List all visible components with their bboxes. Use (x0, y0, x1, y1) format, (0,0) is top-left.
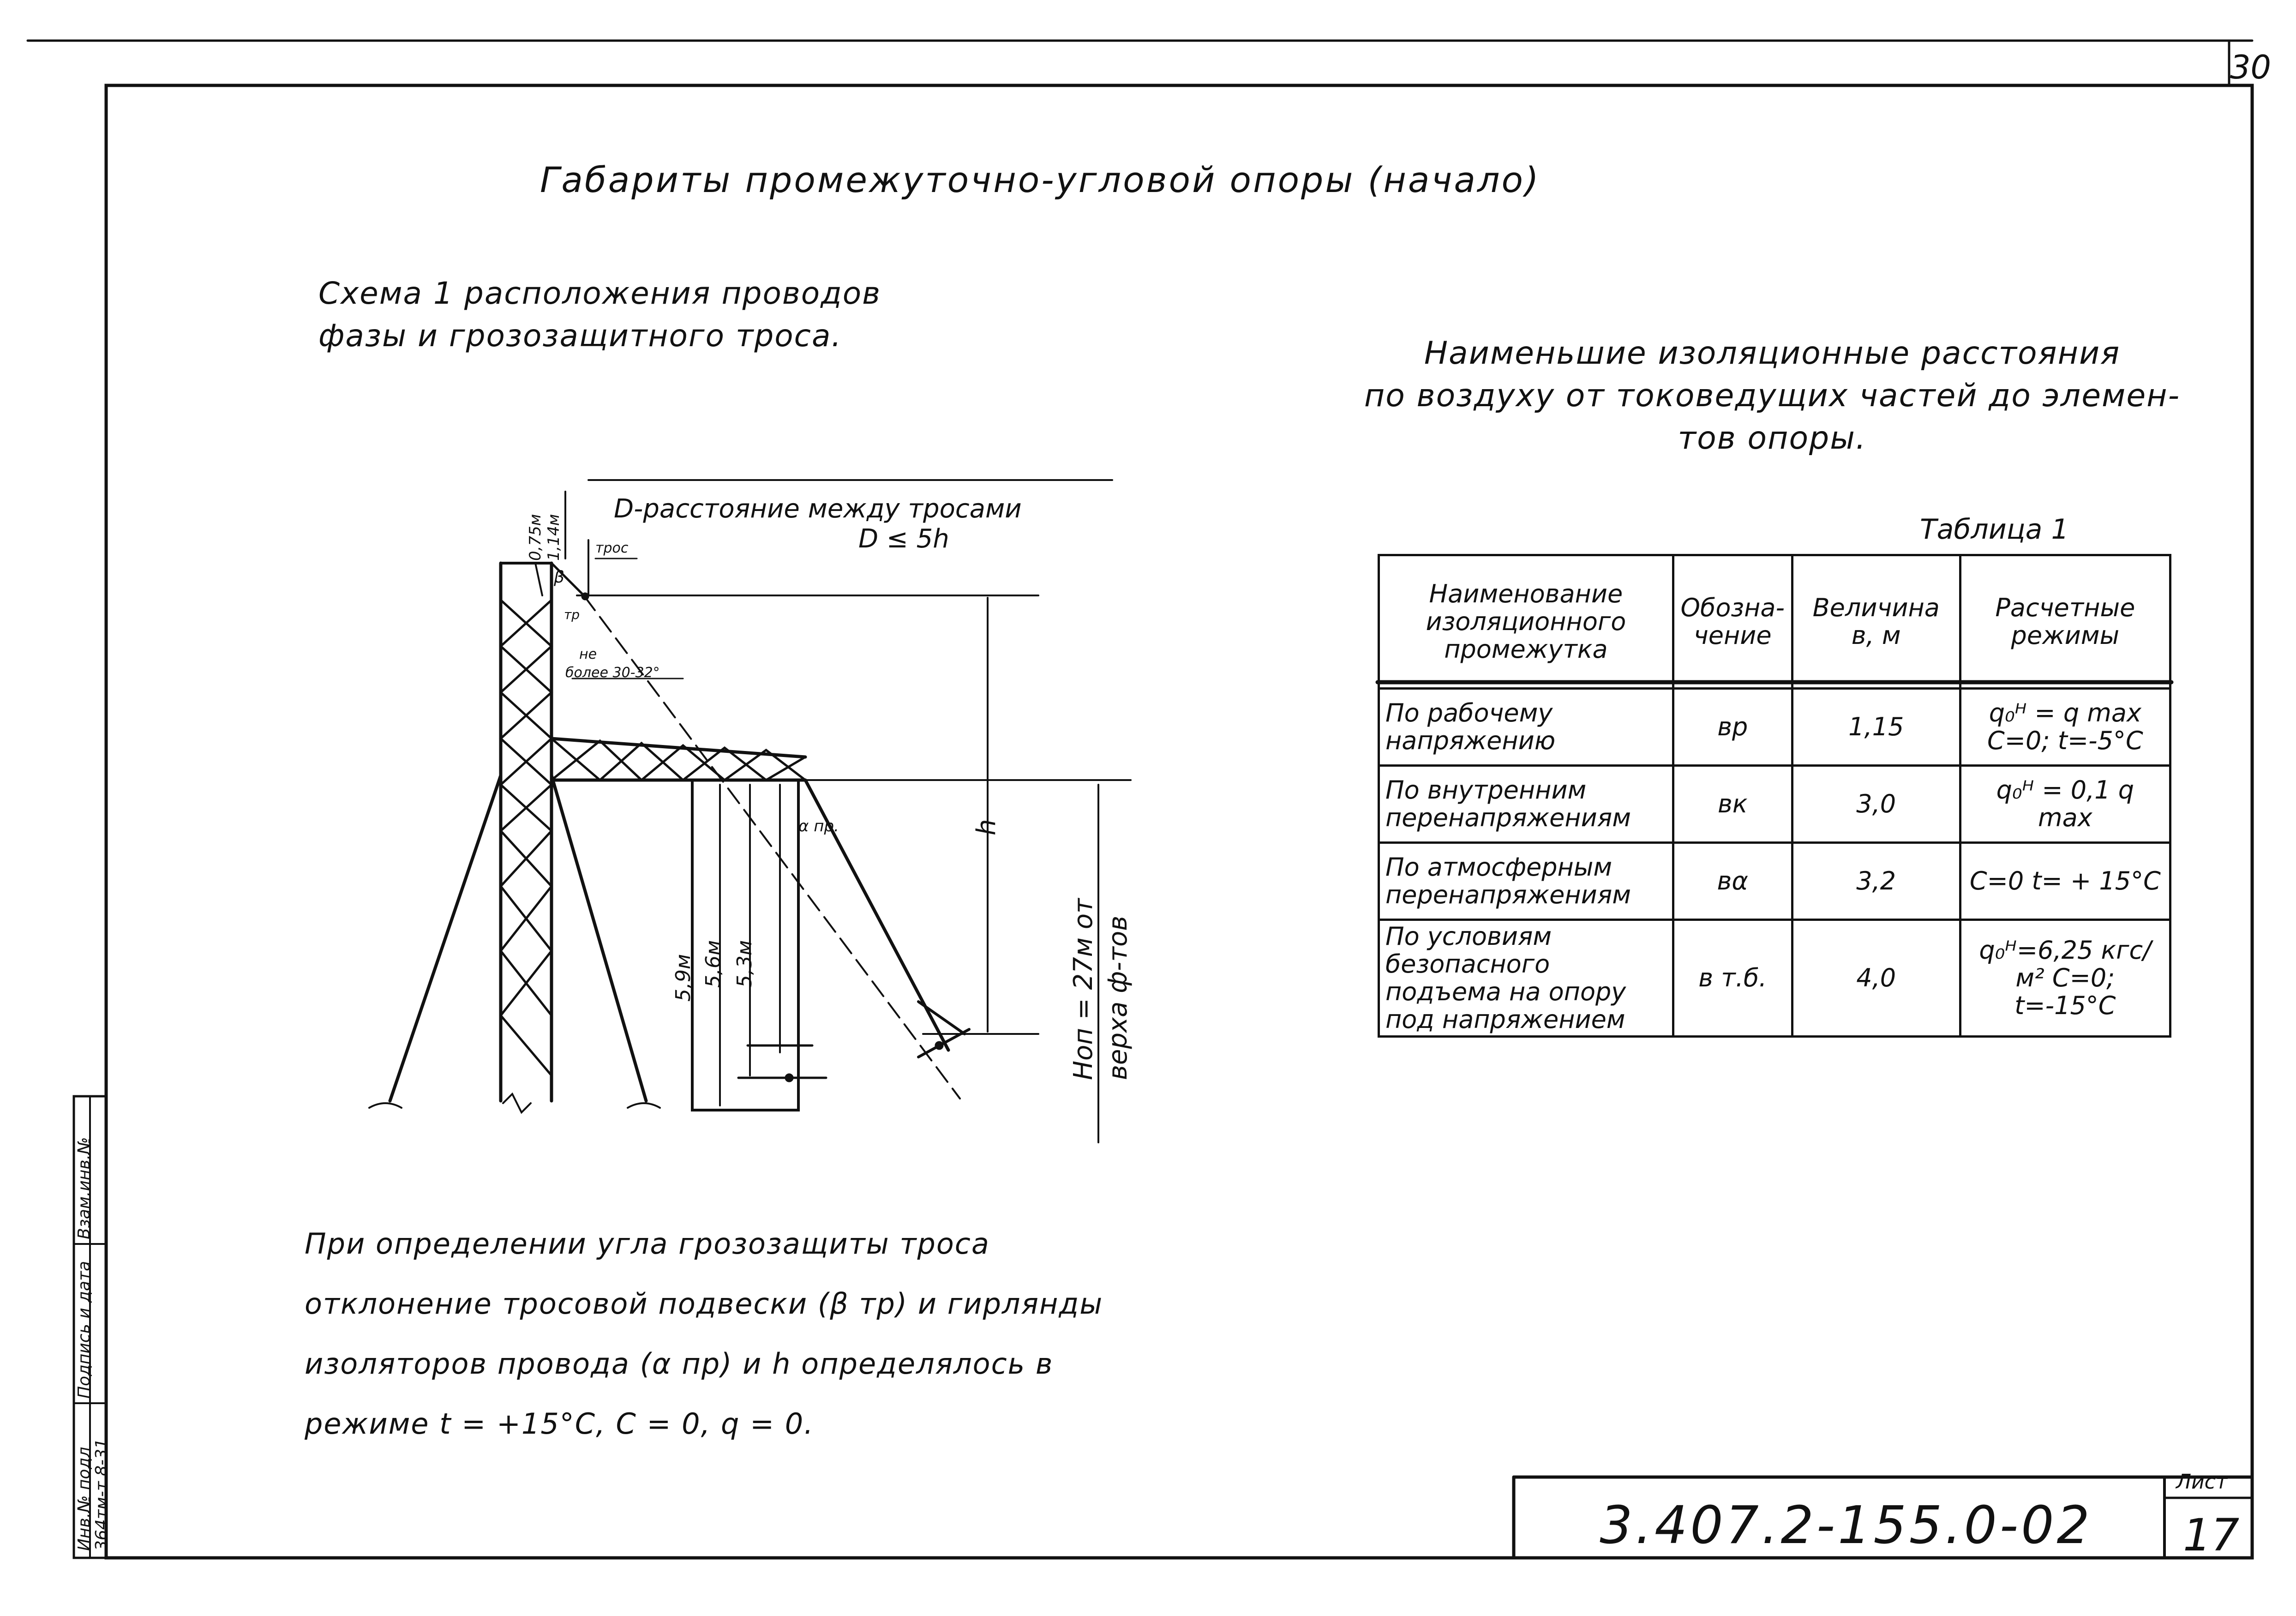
tros-label: трос (595, 540, 629, 556)
beta-label: β (554, 568, 564, 587)
note-line4: режиме t = +15°C, C = 0, q = 0. (305, 1407, 814, 1441)
stamp-signature-label: Подпись и дата (75, 1261, 94, 1399)
stamp-replace-label: Взам.инв.№ (75, 1137, 94, 1239)
not-more-label-2: более 30-32° (565, 665, 660, 681)
d-distance-label: D-расстояние между тросами (614, 494, 1022, 524)
row-symbol: вα (1673, 843, 1792, 920)
header-value: Величина в, м (1792, 555, 1960, 689)
insulation-distance-table (1378, 554, 2171, 1038)
table-header-row (1379, 555, 2170, 689)
table-heading-line3: тов опоры. (1678, 420, 1867, 457)
note-line2: отклонение тросовой подвески (β тр) и гирлянды (305, 1287, 1103, 1321)
page-corner-number: 30 (2230, 48, 2272, 86)
note-block (305, 1214, 1228, 1454)
sheet-label: Лист (2176, 1470, 2228, 1494)
row-value: 1,15 (1792, 689, 1960, 766)
stamp-inv-label: Инв.№ подл (75, 1447, 94, 1551)
stamp-inv-value: 364тм-т 8-31 (92, 1438, 111, 1551)
alpha-label: α пр. (798, 817, 839, 835)
row-value: 3,0 (1792, 766, 1960, 843)
header-mode: Расчетные режимы (1960, 555, 2170, 689)
row-symbol: вр (1673, 689, 1792, 766)
not-more-label-1: не (579, 646, 597, 662)
row-name: По атмосферным перенапряжениям (1379, 843, 1673, 920)
dim-114-label: 1,14м (545, 514, 563, 561)
schema-caption (318, 272, 881, 357)
note-line3: изоляторов провода (α пр) и h определялось в (305, 1347, 1054, 1381)
table-heading-line2: по воздуху от токоведущих частей до элемен- (1364, 378, 2181, 414)
note-line1: При определении угла грозозащиты троса (305, 1227, 990, 1261)
header-name: Наименование изоляционного промежутка (1379, 555, 1673, 689)
tr-label: тр (564, 607, 580, 622)
row-name: По внутренним перенапряжениям (1379, 766, 1673, 843)
row-value: 4,0 (1792, 920, 1960, 1037)
table-row (1379, 920, 2170, 1037)
table-heading-line1: Наименьшие изоляционные расстояния (1424, 335, 2121, 372)
dim-59-label: 5,9м (671, 954, 695, 1002)
hop-label-1: Hоп = 27м от (1068, 898, 1098, 1080)
dim-53-label: 5,3м (733, 940, 756, 988)
hop-label-2: верха ф-тов (1103, 915, 1133, 1080)
schema-caption-line2: фазы и грозозащитного троса. (318, 318, 842, 354)
row-name: По условиям безопасного подъема на опору под напряжением (1379, 920, 1673, 1037)
row-mode: q₀ᴴ=6,25 кгс/м² C=0; t=-15°C (1960, 920, 2170, 1037)
d-condition-label: D ≤ 5h (858, 524, 949, 554)
dim-075-label: 0,75м (526, 514, 545, 561)
table-heading (1311, 332, 2234, 460)
dim-56-label: 5,6м (701, 940, 725, 988)
row-value: 3,2 (1792, 843, 1960, 920)
table-row (1379, 843, 2170, 920)
row-name: По рабочему напряжению (1379, 689, 1673, 766)
row-symbol: в т.б. (1673, 920, 1792, 1037)
document-designation: 3.407.2-155.0-02 (1600, 1496, 2092, 1556)
sheet-number: 17 (2183, 1509, 2240, 1561)
row-symbol: вк (1673, 766, 1792, 843)
table-row (1379, 766, 2170, 843)
row-mode: C=0 t= + 15°C (1960, 843, 2170, 920)
schema-caption-line1: Схема 1 расположения проводов (318, 276, 881, 311)
table-row (1379, 689, 2170, 766)
table-label: Таблица 1 (1920, 513, 2069, 546)
h-label: h (971, 819, 1001, 835)
row-mode: q₀ᴴ = q max C=0; t=-5°C (1960, 689, 2170, 766)
page-title: Габариты промежуточно-угловой опоры (начало) (540, 159, 1541, 200)
row-mode: q₀ᴴ = 0,1 q max (1960, 766, 2170, 843)
header-symbol: Обозна-чение (1673, 555, 1792, 689)
